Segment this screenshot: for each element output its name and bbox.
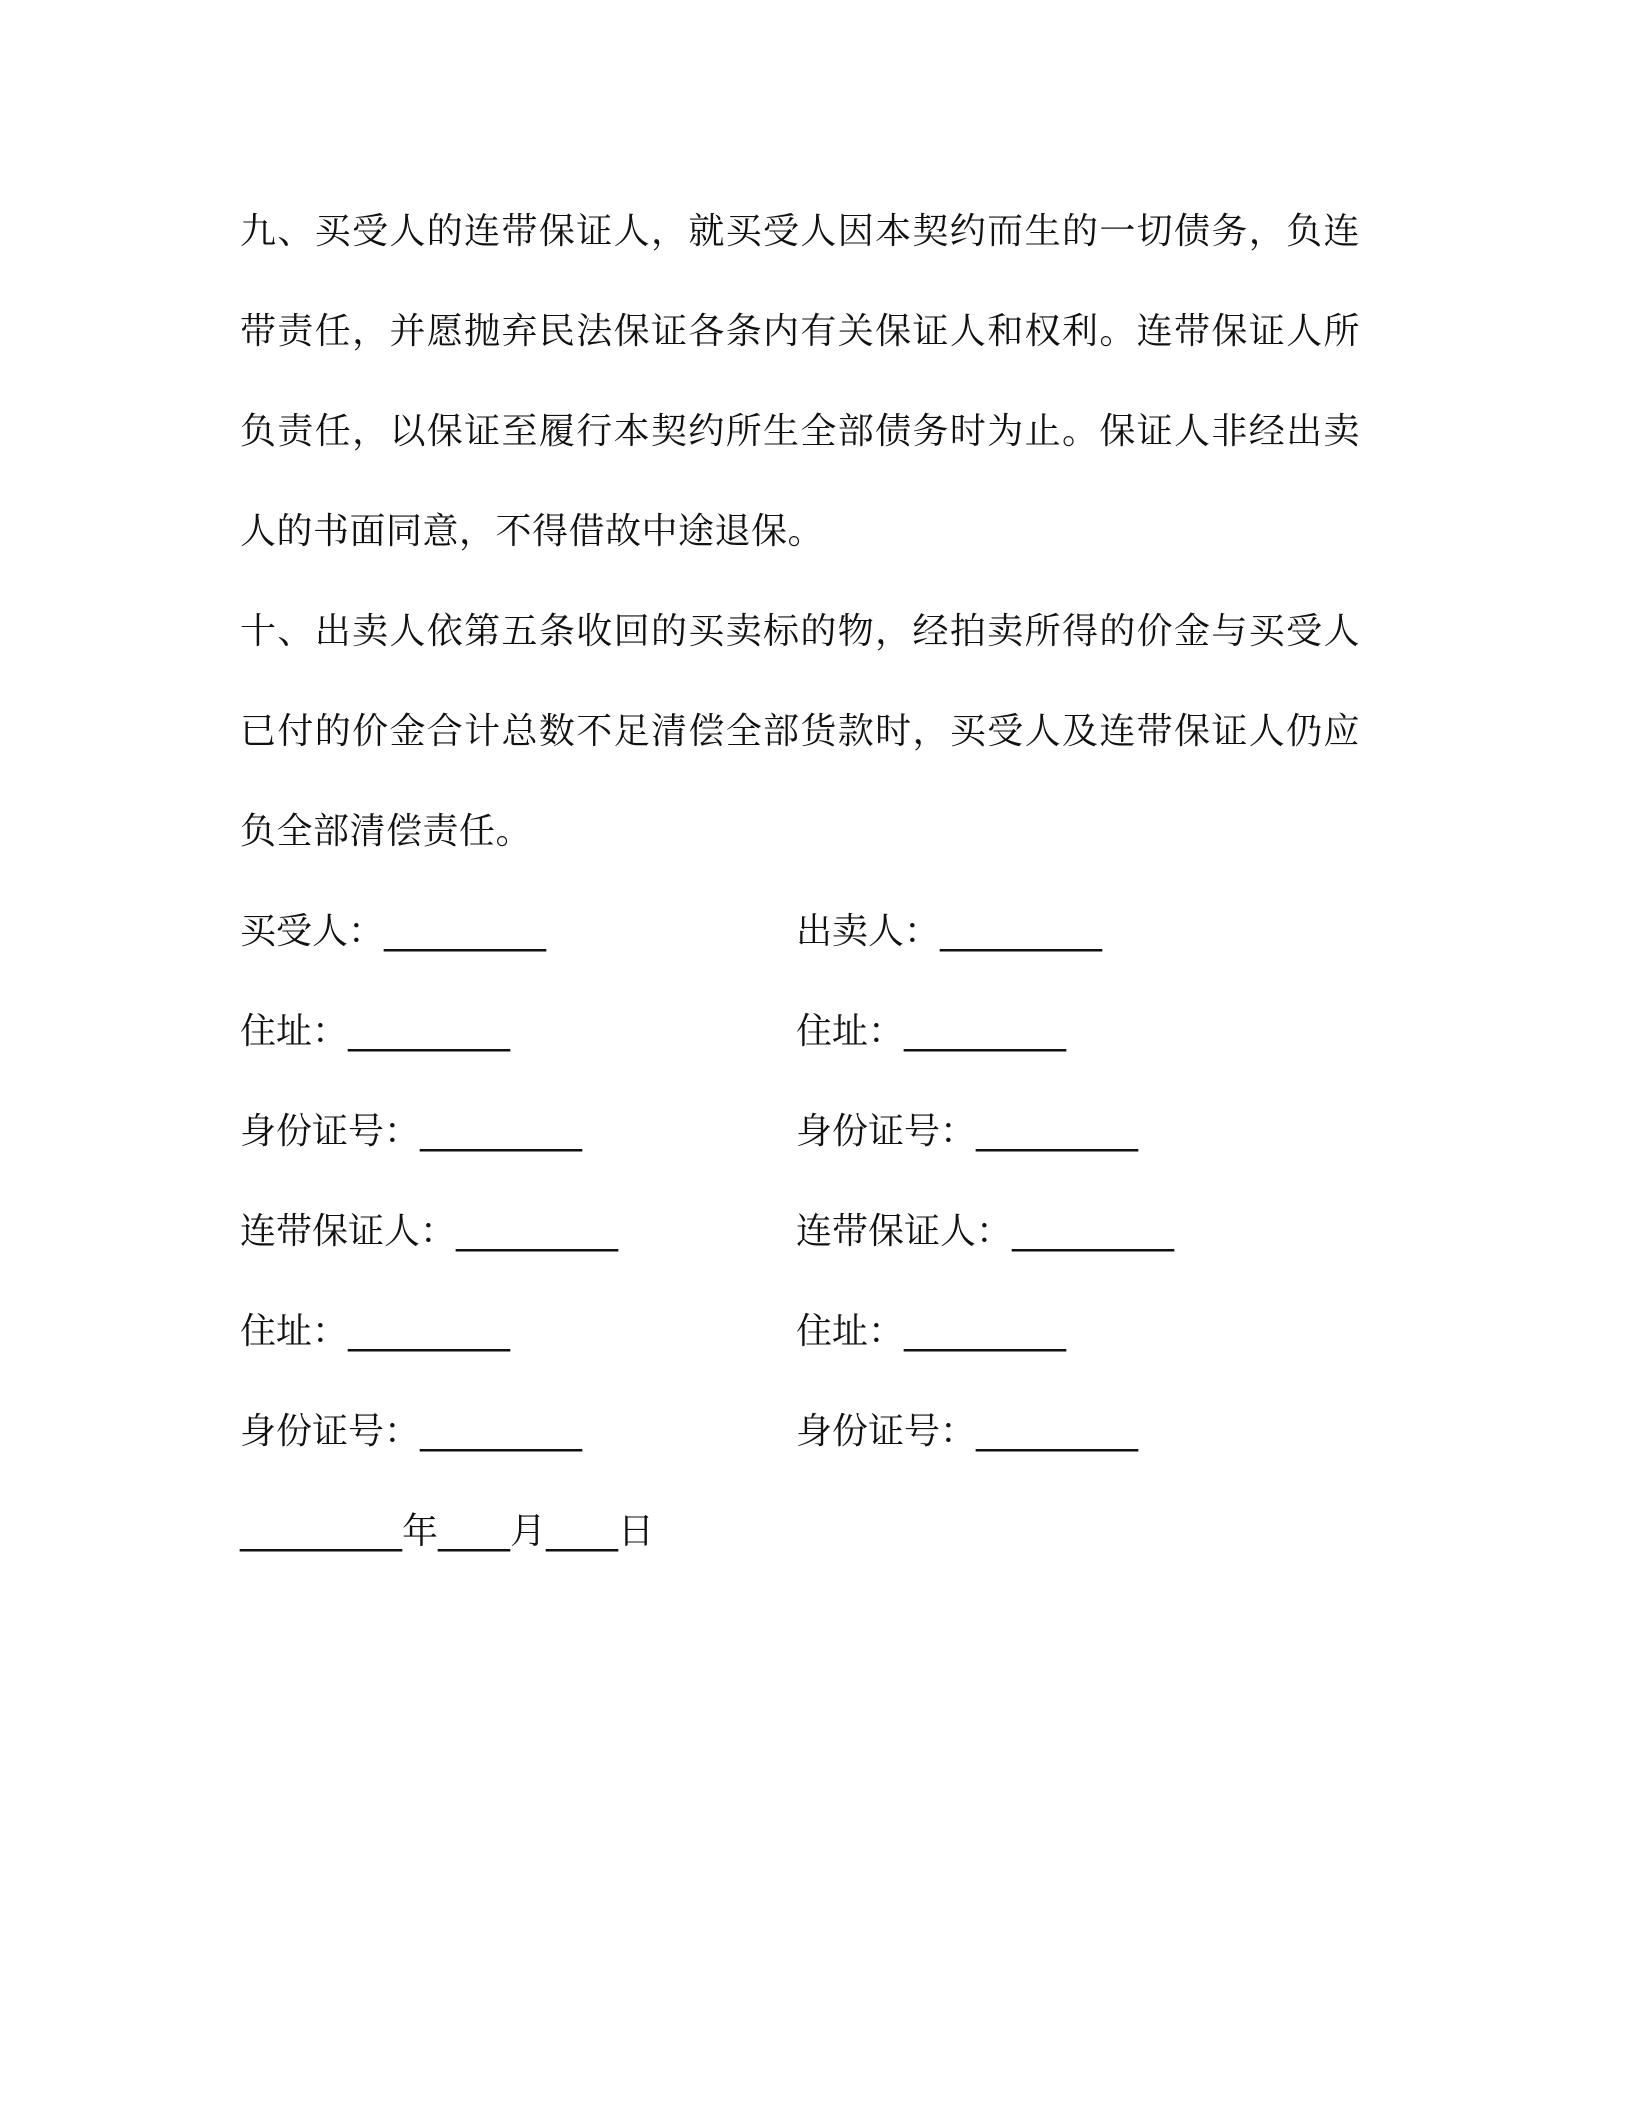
signature-row-buyer-seller bbox=[240, 882, 1360, 982]
contract-body bbox=[240, 182, 1360, 882]
buyer-guarantor-id-number-field: 身份证号：_________ bbox=[240, 1411, 583, 1452]
seller-guarantor-address-field: 住址：_________ bbox=[796, 1311, 1067, 1352]
signature-row-id-number bbox=[240, 1082, 1360, 1182]
buyer-id-number-field: 身份证号：_________ bbox=[240, 1111, 583, 1152]
buyer-guarantor-address-field: 住址：_________ bbox=[240, 1311, 511, 1352]
clause-ten-paragraph: 十、出卖人依第五条收回的买卖标的物，经拍卖所得的价金与买受人已付的价金合计总数不足清偿全部货款时，买受人及连带保证人仍应负全部清偿责任。 bbox=[240, 611, 1360, 852]
signing-date-line: _________年____月____日 bbox=[240, 1511, 654, 1552]
signature-row-address bbox=[240, 982, 1360, 1082]
buyer-name-field: 买受人：_________ bbox=[240, 911, 547, 952]
signature-row-guarantor-address bbox=[240, 1282, 1360, 1382]
seller-guarantor-field: 连带保证人：_________ bbox=[796, 1211, 1175, 1252]
seller-id-number-field: 身份证号：_________ bbox=[796, 1111, 1139, 1152]
buyer-guarantor-field: 连带保证人：_________ bbox=[240, 1211, 619, 1252]
seller-address-field: 住址：_________ bbox=[796, 1011, 1067, 1052]
signature-row-guarantor-id-number bbox=[240, 1382, 1360, 1482]
signature-block bbox=[240, 882, 1360, 1482]
seller-guarantor-id-number-field: 身份证号：_________ bbox=[796, 1411, 1139, 1452]
signature-row-guarantor bbox=[240, 1182, 1360, 1282]
buyer-address-field: 住址：_________ bbox=[240, 1011, 511, 1052]
clause-nine-paragraph: 九、买受人的连带保证人，就买受人因本契约而生的一切债务，负连带责任，并愿抛弃民法保证各条内有关保证人和权利。连带保证人所负责任，以保证至履行本契约所生全部债务时为止。保证人非经出卖人的书面同意，不得借故中途退保。 bbox=[240, 211, 1360, 552]
seller-name-field: 出卖人：_________ bbox=[796, 911, 1103, 952]
